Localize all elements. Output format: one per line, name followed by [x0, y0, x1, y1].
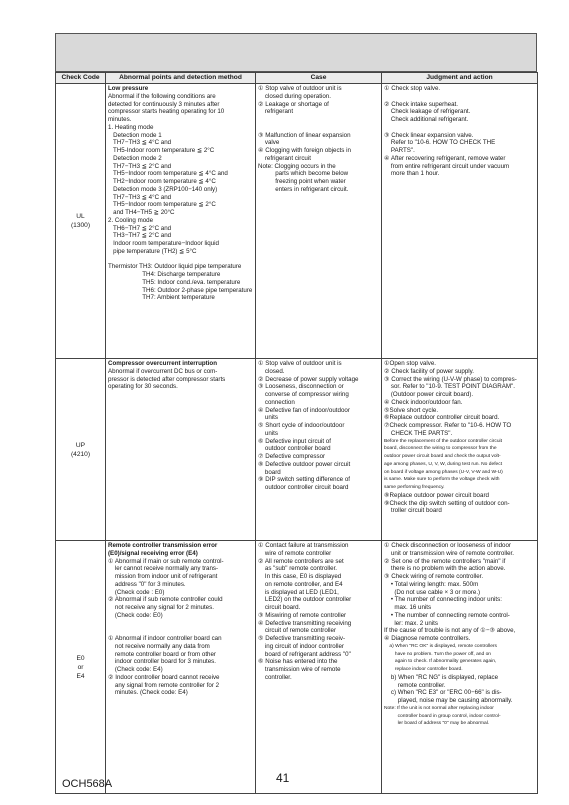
- abnormal-text-line: Abnormal if overcurrent DC bus or com-: [108, 367, 218, 375]
- table-header-row: [56, 73, 538, 84]
- judgment-text-line: [384, 124, 535, 132]
- abnormal-text-line: 1. Heating mode: [108, 123, 154, 131]
- check-code-line: (1300): [70, 222, 91, 229]
- abnormal-text-line: TH5−Indoor room temperature ≦ 2°C: [108, 201, 216, 209]
- case-text-line: board: [258, 468, 281, 476]
- abnormal-text-line: detected for continuously 3 minutes after: [108, 100, 220, 108]
- check-code-line: UP: [75, 441, 86, 449]
- case-text-line: ④ Defective transmitting receiving: [258, 619, 352, 627]
- case-text-line: ⑥ Defective input circuit of: [258, 437, 331, 445]
- judgment-text-line: Note: If the unit is not normal after replacing indoor: [384, 705, 494, 711]
- case-text-line: outdoor controller board: [258, 445, 331, 453]
- judgment-text-line: [384, 93, 535, 101]
- abnormal-text-line: TH6: Outdoor 2-phase pipe temperature: [108, 286, 253, 294]
- abnormal-text-line: compressor starts heating operating for 10: [108, 108, 225, 116]
- abnormal-text-line: TH3−TH7 ≦ 2°C and: [108, 232, 172, 240]
- case-text-line: circuit of remote controller: [258, 627, 337, 635]
- case-cell: [256, 541, 382, 794]
- judgment-text-line: ⑦Check compressor. Refer to "10-6. HOW TO: [384, 422, 512, 429]
- case-text-line: units: [258, 414, 278, 422]
- case-text-line: transmission wire of remote: [258, 666, 341, 673]
- judgment-cell: [382, 84, 538, 359]
- abnormal-text-line: (Check code: E0): [108, 611, 163, 619]
- judgment-text-line: from entire refrigerant circuit under vacuum: [384, 162, 510, 170]
- judgment-text-line: remote controller.: [384, 681, 446, 689]
- judgment-text-line: ③ Check wiring of remote controller.: [384, 573, 484, 580]
- abnormal-text-line: not receive normally any data from: [108, 642, 210, 650]
- case-text-line: ⑨ DIP switch setting difference of: [258, 476, 350, 484]
- judgment-text-line: more than 1 hour.: [384, 170, 440, 178]
- case-cell: [256, 84, 382, 359]
- abnormal-text-line: remote controller board or from other: [108, 650, 216, 658]
- abnormal-text-line: Abnormal if the following conditions are: [108, 92, 216, 100]
- judgment-text-line: ⑤Solve short cycle.: [384, 406, 439, 414]
- case-text-line: parts which become below: [258, 170, 349, 178]
- case-text-line: ⑧ Defective outdoor power circuit: [258, 460, 351, 468]
- judgment-text-line: same performing frequency.: [384, 485, 445, 490]
- abnormal-text-line: not receive any signal for 2 minutes.: [108, 604, 214, 611]
- case-text-line: ③ Looseness, disconnection or: [258, 383, 344, 391]
- case-text-line: ② Leakage or shortage of: [258, 100, 329, 108]
- judgment-text-line: ② Check facility of power supply.: [384, 367, 475, 375]
- abnormal-text-line: any signal from remote controller for 2: [108, 681, 220, 689]
- abnormal-text-line: pressor is detected after compressor starts: [108, 375, 226, 383]
- case-text-line: LED2) on the outdoor controller: [258, 596, 352, 604]
- table-row: [56, 84, 538, 359]
- abnormal-cell: [106, 359, 256, 541]
- judgment-text-line: ③ Check linear expansion valve.: [384, 131, 474, 139]
- case-text-line: [258, 124, 379, 132]
- case-text-line: enters in refrigerant circuit.: [258, 185, 349, 193]
- judgment-text-line: ② Set one of the remote controllers "main" if: [384, 557, 506, 565]
- abnormal-cell: [106, 541, 256, 794]
- judgment-text-line: (Do not use cable × 3 or more.): [384, 588, 481, 596]
- abnormal-text-line: TH7: Ambient temperature: [108, 294, 215, 302]
- abnormal-text-line: TH5−Indoor room temperature ≦ 4°C and: [108, 170, 228, 178]
- header-banner: [55, 33, 537, 72]
- judgment-text-line: ① Check stop valve.: [384, 85, 441, 92]
- judgment-text-line: ③ Correct the wiring (U-V-W phase) to compres-: [384, 375, 517, 383]
- header-case: Case: [256, 73, 382, 84]
- case-text-line: ④ Clogging with foreign objects in: [258, 147, 351, 154]
- case-text-line: refrigerant: [258, 108, 294, 116]
- abnormal-text-line: Detection mode 1: [108, 131, 162, 139]
- judgment-text-line: outdoor power circuit board and check the output volt-: [384, 454, 501, 459]
- case-text-line: ⑤ Defective transmitting receiv-: [258, 635, 346, 642]
- header-check-code: Check Code: [56, 73, 106, 84]
- check-code-line: or: [77, 663, 84, 671]
- abnormal-text-line: Compressor overcurrent interruption: [108, 360, 217, 367]
- case-text-line: Note: Clogging occurs in the: [258, 162, 336, 170]
- judgment-text-line: ⑥Replace outdoor controller circuit board.: [384, 414, 500, 422]
- check-code-line: (4210): [70, 450, 91, 458]
- check-code-line: UL: [76, 213, 85, 220]
- abnormal-text-line: pipe temperature (TH2) ≦ 5°C: [108, 247, 197, 255]
- case-text-line: outdoor controller circuit board: [258, 484, 349, 491]
- abnormal-text-line: address "0" for 3 minutes.: [108, 580, 186, 588]
- case-text-line: In this case, E0 is displayed: [258, 573, 342, 580]
- judgment-text-line: played, noise may be causing abnormally.: [384, 697, 513, 704]
- judgment-text-line: replace indoor controller board.: [384, 667, 463, 672]
- table-row: [56, 359, 538, 541]
- judgment-text-line: again to check. If abnormality generates again,: [384, 659, 497, 665]
- judgment-text-line: ①Open stop valve.: [384, 360, 436, 367]
- abnormal-text-line: TH7−TH3 ≦ 4°C and: [108, 193, 172, 201]
- judgment-text-line: there is no problem with the action above.: [384, 565, 506, 573]
- case-text-line: ⑥ Noise has entered into the: [258, 658, 338, 666]
- case-text-line: ④ Defective fan of indoor/outdoor: [258, 406, 350, 414]
- abnormal-text-line: TH5-Indoor room temperature ≦ 2°C: [108, 147, 215, 154]
- abnormal-cell: [106, 84, 256, 359]
- judgment-text-line: ler: max. 2 units: [384, 619, 438, 627]
- case-text-line: is displayed at LED (LED1,: [258, 588, 339, 596]
- abnormal-text-line: Indoor room temperature−Indoor liquid: [108, 240, 219, 247]
- case-text-line: board of refrigerant address "0": [258, 650, 351, 658]
- judgment-text-line: on board if voltage among phases (U-V, V-W and W-U): [384, 469, 503, 475]
- case-cell: [256, 359, 382, 541]
- case-text-line: converse of compressor wiring: [258, 391, 349, 398]
- case-text-line: ing circuit of indoor controller: [258, 642, 344, 650]
- judgment-text-line: Check leakage of refrigerant.: [384, 108, 471, 116]
- check-code-line: E4: [76, 672, 85, 680]
- judgment-cell: [382, 541, 538, 794]
- table-row: [56, 541, 538, 794]
- judgment-text-line: ④ Diagnose remote controllers.: [384, 635, 471, 642]
- case-text-line: as "sub" remote controller.: [258, 565, 338, 573]
- judgment-text-line: Refer to "10-6. HOW TO CHECK THE: [384, 139, 496, 147]
- check-code-cell: [56, 359, 106, 541]
- case-text-line: closed.: [258, 367, 285, 375]
- judgment-text-line: ⑧Replace outdoor power circuit board: [384, 491, 489, 499]
- abnormal-text-line: TH7−TH3 ≦ 2°C and: [108, 162, 172, 170]
- case-text-line: on remote controller, and E4: [258, 580, 343, 588]
- abnormal-text-line: ② Indoor controller board cannot receive: [108, 673, 220, 681]
- abnormal-text-line: Detection mode 3 (ZRP100−140 only): [108, 185, 218, 193]
- abnormal-text-line: TH5: Indoor cond./eva. temperature: [108, 278, 241, 286]
- case-text-line: connection: [258, 398, 295, 406]
- judgment-text-line: ④ After recovering refrigerant, remove water: [384, 154, 506, 162]
- abnormal-text-line: Remote controller transmission error: [108, 542, 218, 549]
- judgment-text-line: troller circuit board: [384, 507, 442, 515]
- abnormal-text-line: ② Abnormal if sub remote controller could: [108, 596, 223, 604]
- judgment-text-line: ① Check disconnection or looseness of indoor: [384, 542, 511, 549]
- abnormal-text-line: minutes.: [108, 116, 132, 123]
- judgment-text-line: If the cause of trouble is not any of ①−③ above,: [384, 627, 516, 635]
- case-text-line: refrigerant circuit: [258, 154, 311, 162]
- case-text-line: ① Stop valve of outdoor unit is: [258, 85, 342, 92]
- judgment-text-line: ⑨Check the dip switch setting of outdoor con-: [384, 499, 510, 507]
- judgment-text-line: • The number of connecting indoor units:: [384, 596, 502, 604]
- abnormal-text-line: TH2−Indoor room temperature ≦ 4°C: [108, 178, 216, 185]
- case-text-line: ② Decrease of power supply voltage: [258, 375, 359, 383]
- judgment-text-line: c) When "RC E3" or "ERC 00−66" is dis-: [384, 689, 502, 697]
- judgment-text-line: ② Check intake superheat.: [384, 100, 458, 108]
- judgment-text-line: PARTS".: [384, 147, 415, 154]
- case-text-line: ③ Miswiring of remote controller: [258, 611, 347, 619]
- check-code-cell: [56, 541, 106, 794]
- judgment-text-line: board, disconnect the wiring to compressor from the: [384, 446, 497, 452]
- abnormal-text-line: Thermistor TH3: Outdoor liquid pipe temperature: [108, 263, 242, 271]
- abnormal-text-line: TH6−TH7 ≦ 2°C and: [108, 224, 172, 232]
- case-text-line: circuit board.: [258, 604, 301, 611]
- case-text-line: controller.: [258, 673, 292, 681]
- case-text-line: ③ Malfunction of linear expansion: [258, 131, 351, 139]
- judgment-text-line: a) When "RC OK" is displayed, remote controllers: [384, 643, 498, 649]
- header-judgment-action: Judgment and action: [382, 73, 538, 84]
- abnormal-text-line: (Check code: E4): [108, 666, 163, 673]
- judgment-text-line: have no problem. Turn the power off, and on: [384, 651, 492, 657]
- case-text-line: valve: [258, 139, 280, 147]
- judgment-text-line: max. 16 units: [384, 604, 432, 611]
- abnormal-text-line: [108, 620, 253, 628]
- judgment-text-line: • The number of connecting remote control-: [384, 611, 510, 619]
- abnormal-text-line: 2. Cooling mode: [108, 216, 154, 224]
- abnormal-text-line: ① Abnormal if main or sub remote control-: [108, 557, 224, 565]
- abnormal-text-line: mission from indoor unit of refrigerant: [108, 573, 218, 580]
- judgment-text-line: sor. Refer to "10-9. TEST POINT DIAGRAM".: [384, 383, 515, 391]
- abnormal-text-line: and TH4−TH5 ≧ 20°C: [108, 209, 175, 216]
- abnormal-text-line: operating for 30 seconds.: [108, 383, 178, 391]
- case-text-line: [258, 116, 379, 124]
- case-text-line: ① Contact failure at transmission: [258, 542, 349, 549]
- judgment-text-line: • Total wiring length: max. 500m: [384, 580, 479, 588]
- case-text-line: ⑦ Defective compressor: [258, 453, 326, 460]
- case-text-line: wire of remote controller: [258, 549, 332, 557]
- abnormal-text-line: ler cannot receive normally any trans-: [108, 565, 219, 573]
- judgment-text-line: ler board of address "0" may be abnormal.: [384, 721, 490, 727]
- abnormal-text-line: (Check code : E0): [108, 588, 165, 596]
- judgment-text-line: Before the replacement of the outdoor controller circuit: [384, 438, 502, 444]
- abnormal-text-line: Detection mode 2: [108, 154, 162, 162]
- abnormal-text-line: indoor controller board for 3 minutes.: [108, 658, 216, 666]
- abnormal-text-line: Low pressure: [108, 85, 149, 92]
- case-text-line: ① Stop valve of outdoor unit is: [258, 360, 342, 367]
- document-id: OCH568A: [62, 778, 113, 790]
- abnormal-text-line: [108, 256, 253, 264]
- header-abnormal-points: Abnormal points and detection method: [106, 73, 256, 84]
- check-code-line: E0: [76, 654, 85, 662]
- judgment-text-line: controller board in group control, indoor control-: [384, 713, 501, 719]
- abnormal-text-line: TH4: Discharge temperature: [108, 271, 221, 278]
- abnormal-text-line: TH7−TH3 ≦ 4°C and: [108, 139, 172, 147]
- abnormal-text-line: (E0)/signal receiving error (E4): [108, 549, 198, 557]
- check-code-cell: [56, 84, 106, 359]
- judgment-text-line: b) When "RC NG" is displayed, replace: [384, 673, 499, 681]
- judgment-text-line: ④ Check indoor/outdoor fan.: [384, 398, 463, 406]
- case-text-line: ⑤ Short cycle of indoor/outdoor: [258, 422, 345, 429]
- judgment-text-line: CHECK THE PARTS".: [384, 429, 453, 437]
- judgment-text-line: age among phases, U, V, W, during test run. No defect: [384, 461, 503, 467]
- case-text-line: ② All remote controllers are set: [258, 557, 344, 565]
- abnormal-text-line: ① Abnormal if indoor controller board can: [108, 635, 222, 642]
- judgment-text-line: (Outdoor power circuit board).: [384, 391, 474, 398]
- page-number: 41: [276, 771, 290, 785]
- case-text-line: freezing point when water: [258, 178, 346, 185]
- case-text-line: units: [258, 429, 278, 437]
- judgment-text-line: unit or transmission wire of remote controller.: [384, 549, 514, 557]
- abnormal-text-line: [108, 627, 253, 635]
- abnormal-text-line: minutes. (Check code: E4): [108, 689, 188, 697]
- case-text-line: closed during operation.: [258, 92, 331, 100]
- troubleshooting-table: [55, 72, 538, 794]
- judgment-text-line: Check additional refrigerant.: [384, 116, 469, 123]
- judgment-text-line: is same. Make sure to perform the voltage check with: [384, 477, 500, 483]
- judgment-cell: [382, 359, 538, 541]
